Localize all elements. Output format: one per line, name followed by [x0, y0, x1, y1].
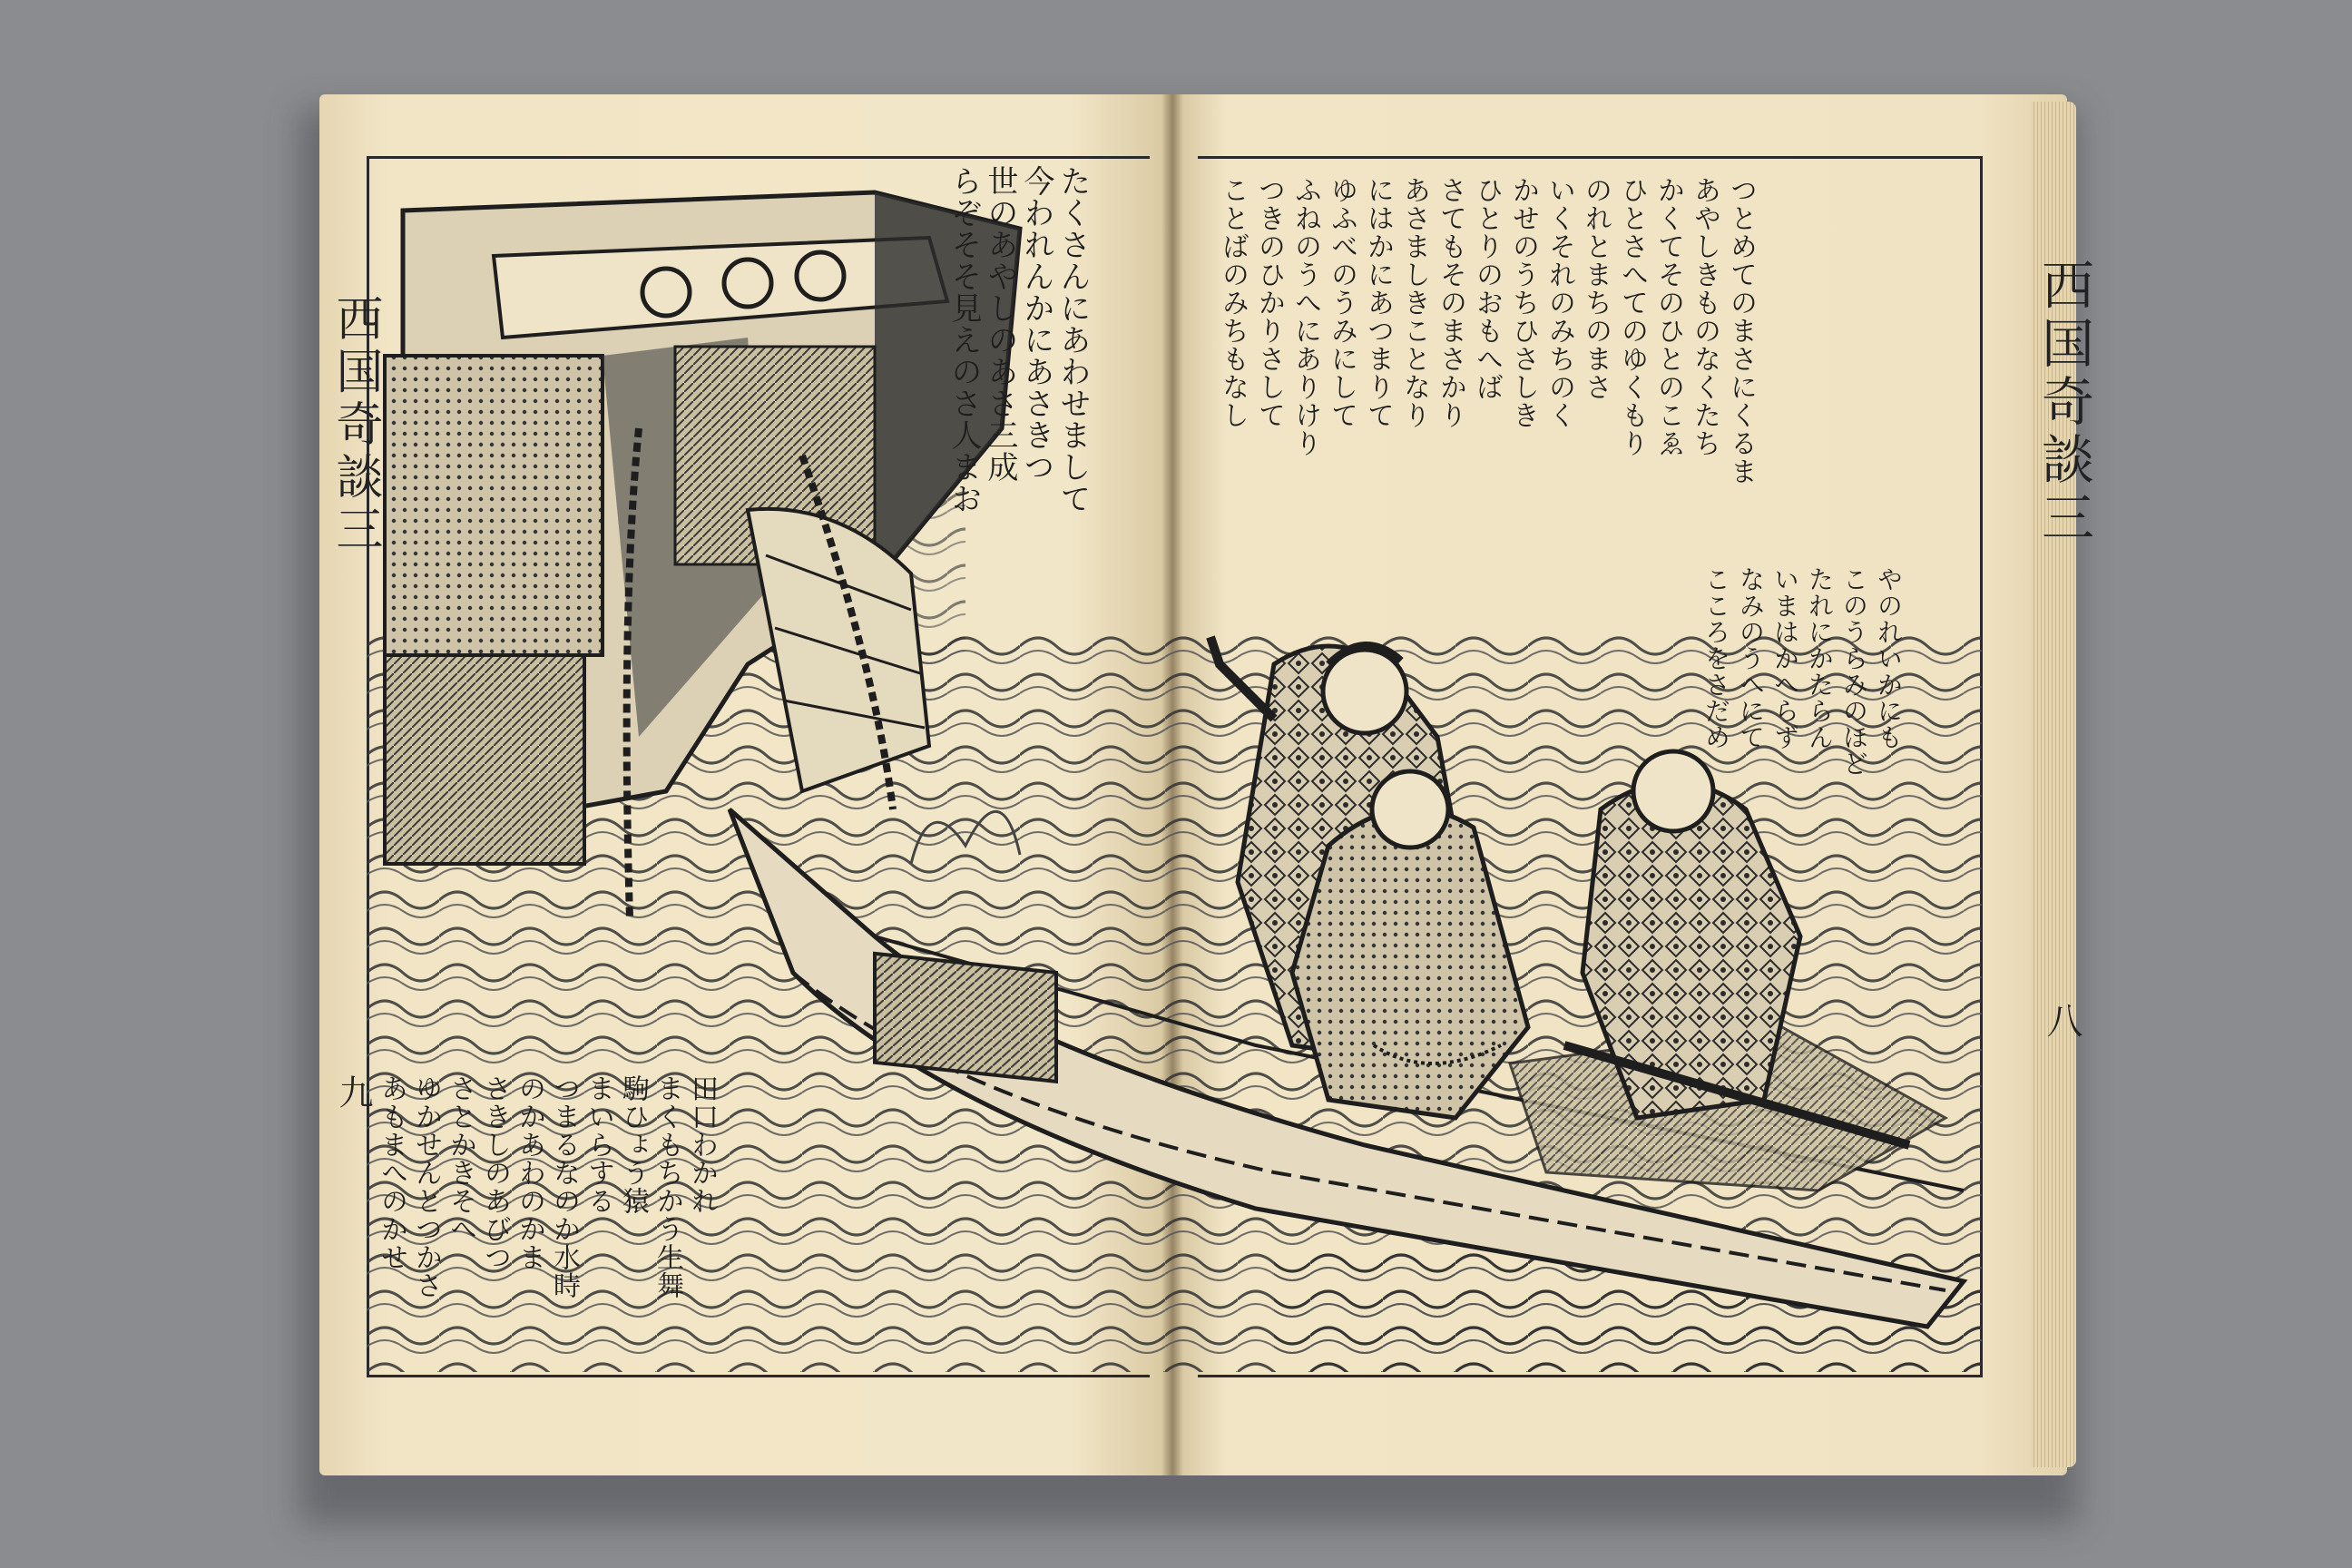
text-column: ふねのうへにありけり	[1289, 176, 1321, 457]
text-column: かせのうちひさしき	[1507, 176, 1539, 429]
text-column: のかあわのかま	[514, 1074, 545, 1271]
text-column: さてもそのまさかり	[1435, 176, 1466, 429]
text-column: さとかきそへ	[445, 1074, 476, 1243]
text-column: あもまへのかせ	[376, 1074, 407, 1271]
text-column: あさましきことなり	[1398, 176, 1430, 429]
text-column: たれにかたらん	[1805, 566, 1835, 750]
text-column: 駒ひょう猿	[617, 1074, 649, 1215]
left-margin-title: 西国奇談三	[328, 294, 382, 557]
text-column: こころをさだめ	[1701, 566, 1731, 750]
text-column: らぞそそ見えのさ人まお	[946, 165, 982, 514]
text-column: つきのひかりさして	[1253, 176, 1285, 429]
text-column: のれとまちのまさ	[1580, 176, 1612, 401]
text-column: 今われんかにあさきつ	[1018, 165, 1054, 483]
left-folio-number: 九	[333, 1074, 373, 1109]
text-column: このうらみのほど	[1839, 566, 1869, 777]
speech-text-block	[1699, 566, 1906, 947]
text-column: つまるなのか水時	[548, 1074, 580, 1299]
text-column: なみのうへにて	[1736, 566, 1766, 750]
text-column: やのれいかにも	[1874, 566, 1904, 750]
text-column: あやしきものなくたち	[1689, 176, 1720, 457]
right-text-block	[1214, 176, 1759, 684]
text-column: 世のあやしのあさ三成	[982, 165, 1018, 483]
text-column: かくてそのひとのこゑ	[1652, 176, 1684, 457]
text-column: つとめてのまさにくるま	[1725, 176, 1757, 485]
right-folio-number: 八	[2041, 1002, 2082, 1038]
lower-left-text-block	[374, 1074, 719, 1437]
text-column: まくもちかう生舞	[652, 1074, 683, 1299]
open-book	[319, 94, 2094, 1475]
text-column: ひとりのおもへば	[1471, 176, 1503, 401]
text-column: ゆふべのうみにして	[1326, 176, 1357, 429]
text-column: いくそれのみちのく	[1544, 176, 1575, 429]
text-column: いまはかへらず	[1770, 566, 1800, 750]
right-margin-title: 西国奇談三	[2033, 258, 2094, 548]
upper-left-text-block	[946, 165, 1091, 637]
text-column: さきしのあびつ	[479, 1074, 511, 1271]
text-column: まいらする	[583, 1074, 614, 1215]
text-column: 田口わかれ	[686, 1074, 718, 1215]
text-column: にはかにあつまりて	[1362, 176, 1394, 429]
text-column: ひとさへてのゆくもり	[1616, 176, 1648, 457]
text-column: ことばのみちもなし	[1217, 176, 1249, 429]
text-column: たくさんにあわせまして	[1054, 165, 1091, 514]
text-column: ゆかせんとつかさ	[410, 1074, 442, 1299]
